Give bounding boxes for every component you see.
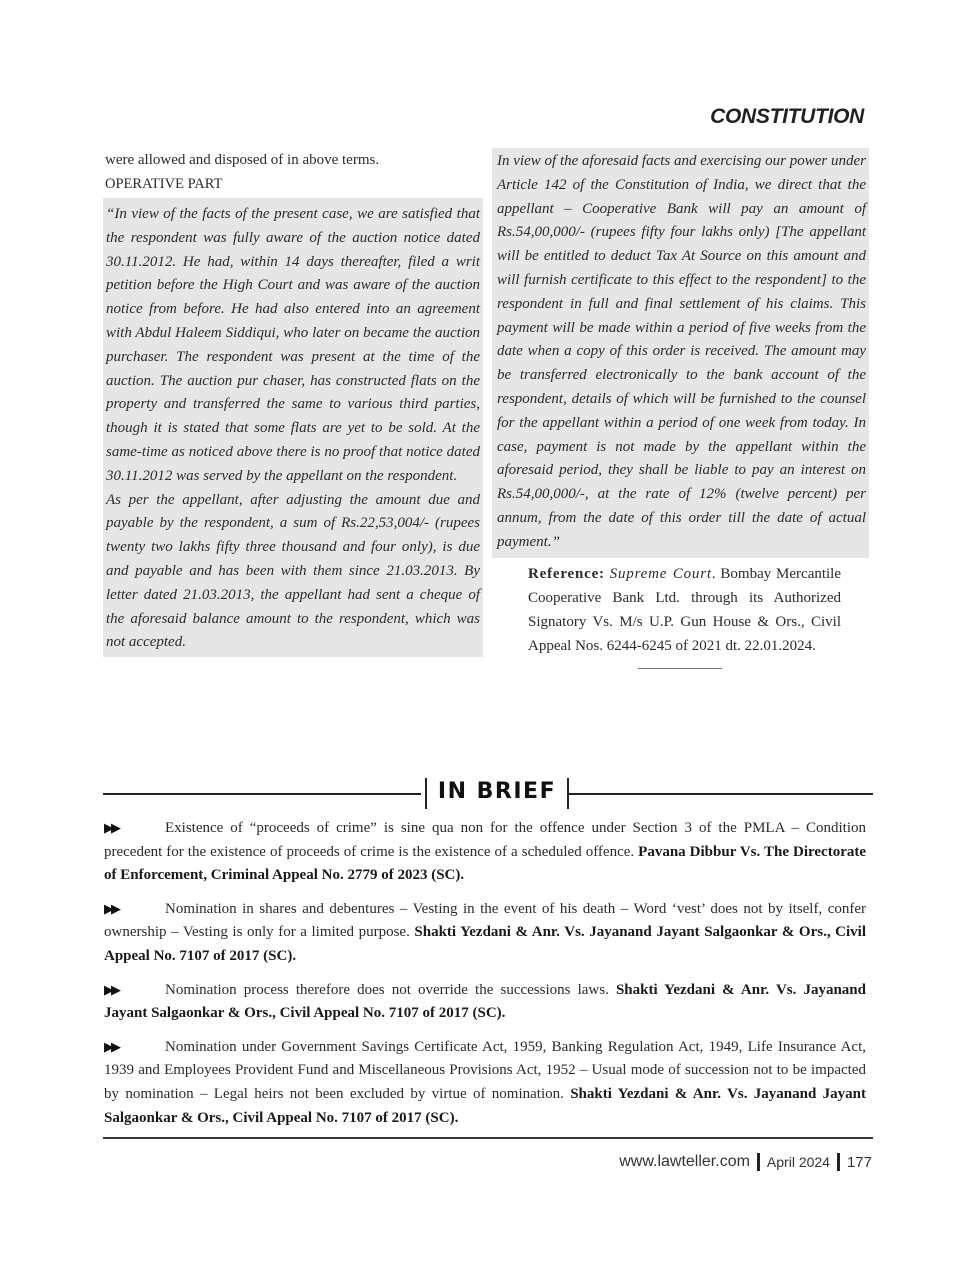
brief-text: Existence of “proceeds of crime” is sine qua non for the offence under Section 3 of the PMLA – Condition precedent for the existence of proceeds of crime is the existence of a scheduled offence. (104, 820, 866, 860)
quote-paragraph: In view of the aforesaid facts and exercising our power under Article 142 of the Constitution of India, we direct that the appellant – Cooperative Bank will pay an amount of Rs.54,00,000/- (rupees fifty four lakhs only) [The appellant will be entitled to deduct Tax At Source on this amount and will furnish certificate to this effect to the respondent] to the respondent in full and final settlement of his claims. This payment will be made within a period of five weeks from the date when a copy of this order is received. The amount may be transferred electronically to the bank account of the respondent, details of which will be furnished to the counsel for the appellant within a period of one week from today. In case, payment is not made by the appellant within the aforesaid period, they shall be liable to pay an interest on Rs.54,00,000/-, at the rate of 12% (twelve percent) per annum, from the date of this order till the date of actual payment.” (497, 153, 866, 550)
in-brief-title: IN BRIEF (437, 779, 557, 804)
left-column (103, 148, 483, 657)
footer-separator (757, 1153, 760, 1171)
list-item (104, 1036, 866, 1130)
double-chevron-right-icon: ▶▶ (104, 901, 118, 917)
brief-citation: Shakti Yezdani & Anr. Vs. Jayanand Jayant Salgaonkar & Ors., Civil Appeal No. 7107 of 2017 (SC). (104, 1085, 866, 1126)
operative-part-heading: OPERATIVE PART (105, 176, 223, 192)
brief-citation: Shakti Yezdani & Anr. Vs. Jayanand Jayant Salgaonkar & Ors., Civil Appeal No. 7107 of 2017 (SC). (104, 924, 866, 964)
case-reference (528, 562, 841, 658)
brief-text: Nomination under Government Savings Certificate Act, 1959, Banking Regulation Act, 1949, Life Insurance Act, 1939 and Employees Provident Fund and Miscellaneous Provisions Act, 1952 – Usual mode of succession not to be impacted by nomination – Legal heirs not been excluded by virtue of nomination. (104, 1038, 866, 1102)
page-number: 177 (846, 1153, 872, 1171)
brief-citation: Pavana Dibbur Vs. The Directorate of Enforcement, Criminal Appeal No. 2779 of 2023 (SC). (104, 843, 867, 884)
quote-paragraph: As per the appellant, after adjusting the amount due and payable by the respondent, a sum of Rs.22,53,004/- (rupees twenty two lakhs fifty three thousand and four only), is due and payable and has been with them since 21.03.2013. By letter dated 21.03.2013, the appellant had sent a cheque of the aforesaid balance amount to the respondent, which was not accepted. (106, 491, 480, 651)
footer-divider (103, 1137, 873, 1139)
issue-date: April 2024 (766, 1154, 830, 1170)
header-rule-left (103, 793, 421, 795)
brief-citation: Shakti Yezdani & Anr. Vs. Jayanand Jayant Salgaonkar & Ors., Civil Appeal No. 7107 of 2017 (SC). (104, 981, 866, 1022)
intro-text: were allowed and disposed of in above terms. (105, 152, 380, 168)
list-item (104, 817, 866, 888)
brief-text: Nomination process therefore does not override the successions laws. (165, 981, 616, 998)
right-quote-box (492, 148, 869, 558)
right-column (492, 148, 869, 669)
list-item (104, 898, 866, 969)
header-rule-right (569, 793, 873, 795)
reference-label: Reference: (528, 565, 605, 582)
header-bar-left (425, 778, 427, 809)
double-chevron-right-icon: ▶▶ (104, 982, 118, 998)
in-brief-list (104, 817, 866, 1140)
end-divider (638, 668, 722, 669)
reference-court: Supreme Court (609, 565, 712, 582)
quote-paragraph: “In view of the facts of the present case, we are satisfied that the respondent was fully aware of the auction notice dated 30.11.2012. He had, within 14 days thereafter, filed a writ petition before the High Court and was aware of the auction notice from before. He had also entered into an agreement with Abdul Haleem Siddiqui, who later on became the auction purchaser. The respondent was present at the time of the auction. The auction pur chaser, has constructed flats on the property and transferred the same to various third parties, though it is stated that some flats are yet to be sold. At the same-time as noticed above there is no proof that notice dated 30.11.2012 was served by the appellant on the respondent. (106, 206, 480, 484)
double-chevron-right-icon: ▶▶ (104, 1039, 118, 1055)
reference-text: . Bombay Mercantile Cooperative Bank Ltd. through its Authorized Signatory Vs. M/s U.P. Gun House & Ors., Civil Appeal Nos. 6244-6245 of 2021 dt. 22.01.2024. (528, 565, 842, 654)
left-quote-box (103, 198, 483, 657)
brief-text: Nomination in shares and debentures – Vesting in the event of his death – Word ‘vest’ does not by itself, confer ownership – Vesting is only for a limited purpose. (104, 900, 866, 941)
footer-separator (837, 1153, 840, 1171)
website-link[interactable]: www.lawteller.com (619, 1153, 750, 1170)
page-footer (619, 1150, 872, 1174)
section-heading: CONSTITUTION (710, 105, 864, 128)
in-brief-header (103, 778, 873, 810)
list-item (104, 979, 866, 1026)
double-chevron-right-icon: ▶▶ (104, 821, 118, 836)
